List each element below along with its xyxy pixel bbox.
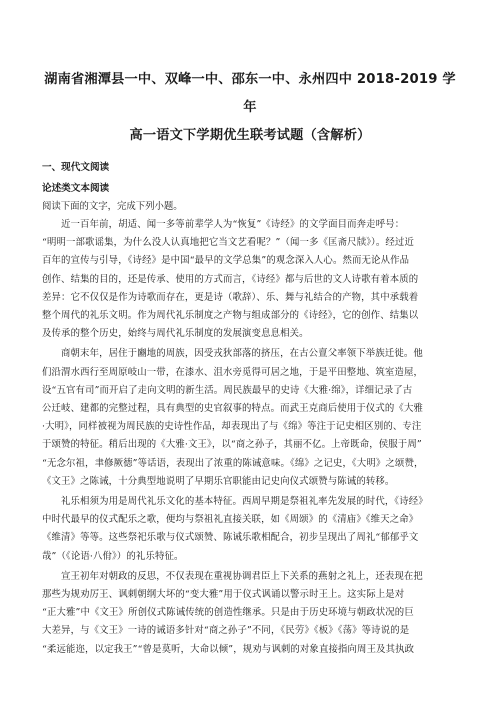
instruction-text: 阅读下面的文字，完成下列小题。 — [42, 201, 183, 212]
paragraph-line: “无念尔祖，聿修厥德”等话语，表现出了浓重的陈诫意味。《绵》之记史，《大明》之颂赞， — [42, 457, 424, 469]
paragraph-line: 宣王初年对朝政的反思，不仅表现在重视协调君臣上下关系的燕射之礼上，还表现在把 — [61, 570, 423, 582]
paragraph-line: 及传承的整个历史，始终与周代礼乐制度的发展演变息息相关。 — [42, 328, 309, 340]
paragraph-line: 《维清》等等。这些祭祀乐歌与仪式颂赞、陈诫乐歌相配合，初步呈现出了周礼“郁郁乎文 — [42, 532, 419, 544]
paragraph-line: 创作、结集的目的，还是传承、使用的方式而言，《诗经》都与后世的文人诗歌有着本质的 — [42, 273, 419, 285]
paragraph-line: “明明一部歌谣集，为什么没人认真地把它当文艺看呢？”（闻一多《匡斋尺牍》）。经过近 — [42, 237, 414, 249]
paragraph-line: 于颂赞的特征。稍后出现的《大雅·文王》，以“商之孙子，其丽不亿。上帝既命，侯服于周” — [42, 439, 422, 451]
paragraph-line: 设“五官有司”而开启了走向文明的新生活。周民族最早的史诗《大雅·绵》，详细记录了古 — [42, 384, 413, 396]
document-title-line1: 湖南省湘潭县一中、双峰一中、邵东一中、永州四中 2018-2019 学年 — [44, 72, 456, 115]
paragraph-line: 商朝末年，居住于豳地的周族，因受戎狄部落的挤压，在古公亶父率领下举族迁徙。他 — [61, 348, 423, 360]
paragraph-line: 哉”（《论语·八佾》）的礼乐特征。 — [42, 550, 184, 562]
paragraph-line: 礼乐相须为用是周代礼乐文化的基本特征。西周早期是祭祖礼率先发展的时代，《诗经》 — [61, 496, 428, 508]
paragraph-1 — [42, 216, 458, 343]
paragraph-line: 近一百年前，胡适、闻一多等前辈学人为“恢复”《诗经》的文学面目而奔走呼号： — [61, 219, 405, 230]
paragraph-line: ·大明》，同样被视为周民族的史诗性作品，却表现出了与《绵》等注于记史相区别的、专注 — [42, 421, 422, 433]
paragraph-2 — [42, 345, 458, 491]
paragraph-line: 百年的宣传与引导，《诗经》是中国“最早的文学总集”的观念深入人心。然而无论从作品 — [42, 255, 410, 267]
paragraph-line: 们沿渭水西行至周原岐山一带，在漆水、沮水旁觅得可居之地，于是平田整地、筑室造屋， — [42, 366, 424, 378]
paragraph-4 — [42, 568, 458, 659]
paragraph-line: 整个周代的礼乐文明。作为周代礼乐制度之产物与组成部分的《诗经》，它的创作、结集以 — [42, 310, 419, 322]
paragraph-line: “柔远能迩，以定我王”“曾是莫听，大命以倾”，规劝与讽刺的对象直接指向周王及其执政 — [42, 643, 415, 655]
paragraph-line: “正大雅”中《文王》所创仪式陈诫传统的创造性继承。只是由于历史环境与朝政状况的巨 — [42, 607, 414, 619]
paragraph-line: 差异：它不仅仅是作为诗歌而存在，更是诗（歌辞）、乐、舞与礼结合的产物，其中承载着 — [42, 291, 419, 303]
paragraph-line: 公迁岐、建都的完整过程，具有典型的史官叙事的特点。而武王克商后使用于仪式的《大雅 — [42, 403, 424, 415]
subsection-heading: 论述类文本阅读 — [42, 183, 110, 194]
paragraph-3 — [42, 493, 458, 566]
paragraph-line: 那些为规劝厉王、讽刺朝纲大坏的“变大雅”用于仪式讽诵以警示时王上。这实际上是对 — [42, 589, 405, 601]
paragraph-line: 《文王》之陈诫，十分典型地说明了早期乐官职能由记史向仪式颂赞与陈诫的转移。 — [42, 475, 395, 487]
paragraph-line: 中时代最早的仪式配乐之歌，便均与祭祖礼直接关联，如《周颂》的《清庙》《维天之命》 — [42, 514, 419, 526]
section-heading: 一、现代文阅读 — [42, 162, 110, 173]
document-title-line2: 高一语文下学期优生联考试题（含解析） — [129, 128, 371, 143]
paragraph-line: 大差异，与《文王》一诗的诫语多针对“商之孙子”不同，《民劳》《板》《荡》等诗说的是 — [42, 625, 410, 637]
